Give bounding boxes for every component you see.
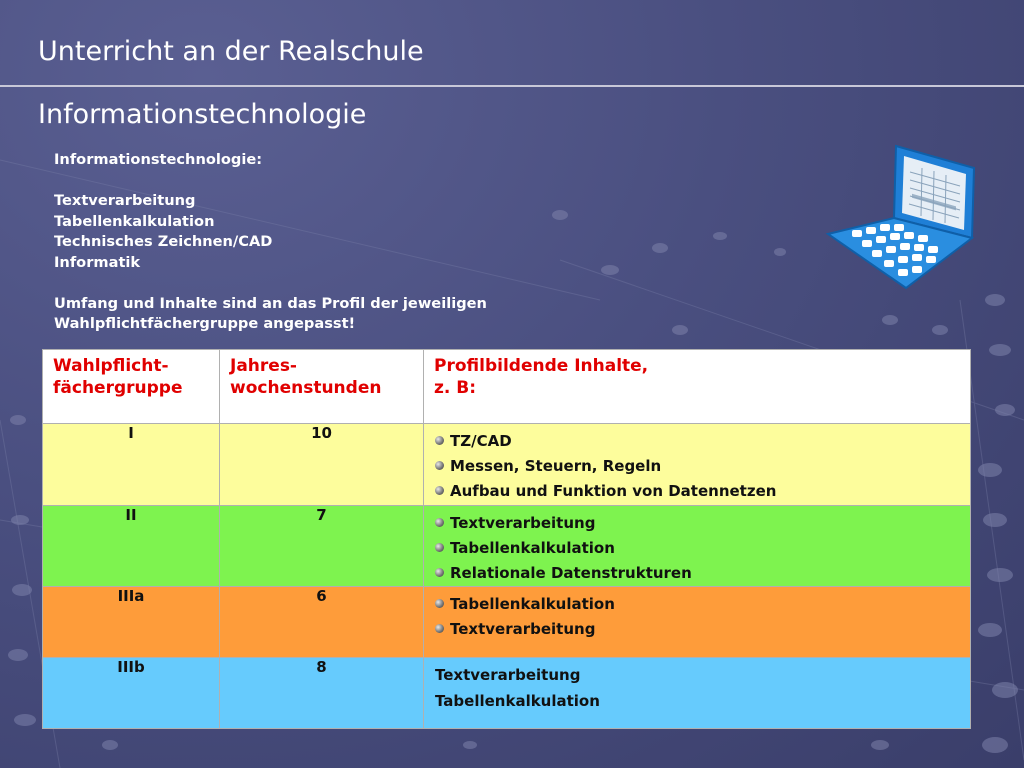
list-item: Relationale Datenstrukturen	[435, 560, 970, 585]
table-row	[43, 424, 971, 506]
intro-note-line: Wahlpflichtfächergruppe angepasst!	[54, 315, 356, 332]
group-cell: IIIa	[43, 587, 220, 658]
bullet-icon	[435, 518, 444, 527]
list-item: Tabellenkalkulation	[435, 591, 970, 616]
content-cell	[424, 424, 971, 506]
bullet-icon	[435, 599, 444, 608]
list-item: Aufbau und Funktion von Datennetzen	[435, 478, 970, 503]
list-item: Textverarbeitung	[435, 666, 581, 684]
group-cell: II	[43, 506, 220, 587]
header-hours: Jahres- wochenstunden	[230, 356, 382, 398]
slide-title: Unterricht an der Realschule	[38, 36, 424, 67]
bullet-icon	[435, 568, 444, 577]
bullet-icon	[435, 624, 444, 633]
list-item: Messen, Steuern, Regeln	[435, 453, 970, 478]
header-group: Wahlpflicht- fächergruppe	[53, 356, 183, 398]
slide-subtitle: Informationstechnologie	[38, 99, 367, 130]
table-row	[43, 506, 971, 587]
content-cell	[424, 587, 971, 658]
group-cell: IIIb	[43, 658, 220, 729]
intro-text	[54, 150, 614, 335]
list-item: Textverarbeitung	[435, 510, 970, 535]
intro-topic: Textverarbeitung	[54, 192, 196, 209]
list-item: Tabellenkalkulation	[435, 692, 600, 710]
intro-topic: Tabellenkalkulation	[54, 212, 215, 230]
bullet-icon	[435, 486, 444, 495]
list-item: Textverarbeitung	[435, 616, 970, 641]
intro-topic: Informatik	[54, 253, 141, 271]
intro-note-line: Umfang und Inhalte sind an das Profil der jeweiligen	[54, 294, 487, 312]
list-item: TZ/CAD	[435, 428, 970, 453]
bullet-icon	[435, 461, 444, 470]
hours-cell: 8	[220, 658, 424, 729]
bullet-icon	[435, 436, 444, 445]
header-content: Profilbildende Inhalte, z. B:	[434, 356, 649, 398]
group-cell: I	[43, 424, 220, 506]
table-row	[43, 587, 971, 658]
hours-cell: 10	[220, 424, 424, 506]
title-divider	[0, 85, 1024, 87]
subject-table	[42, 349, 971, 729]
table-header-row	[43, 350, 971, 424]
list-item: Tabellenkalkulation	[435, 535, 970, 560]
intro-heading: Informationstechnologie:	[54, 151, 263, 168]
table-row	[43, 658, 971, 729]
intro-topic: Technisches Zeichnen/CAD	[54, 233, 273, 250]
bullet-icon	[435, 543, 444, 552]
laptop-icon	[822, 138, 982, 293]
hours-cell: 6	[220, 587, 424, 658]
content-cell	[424, 506, 971, 587]
content-cell	[424, 658, 971, 729]
hours-cell: 7	[220, 506, 424, 587]
